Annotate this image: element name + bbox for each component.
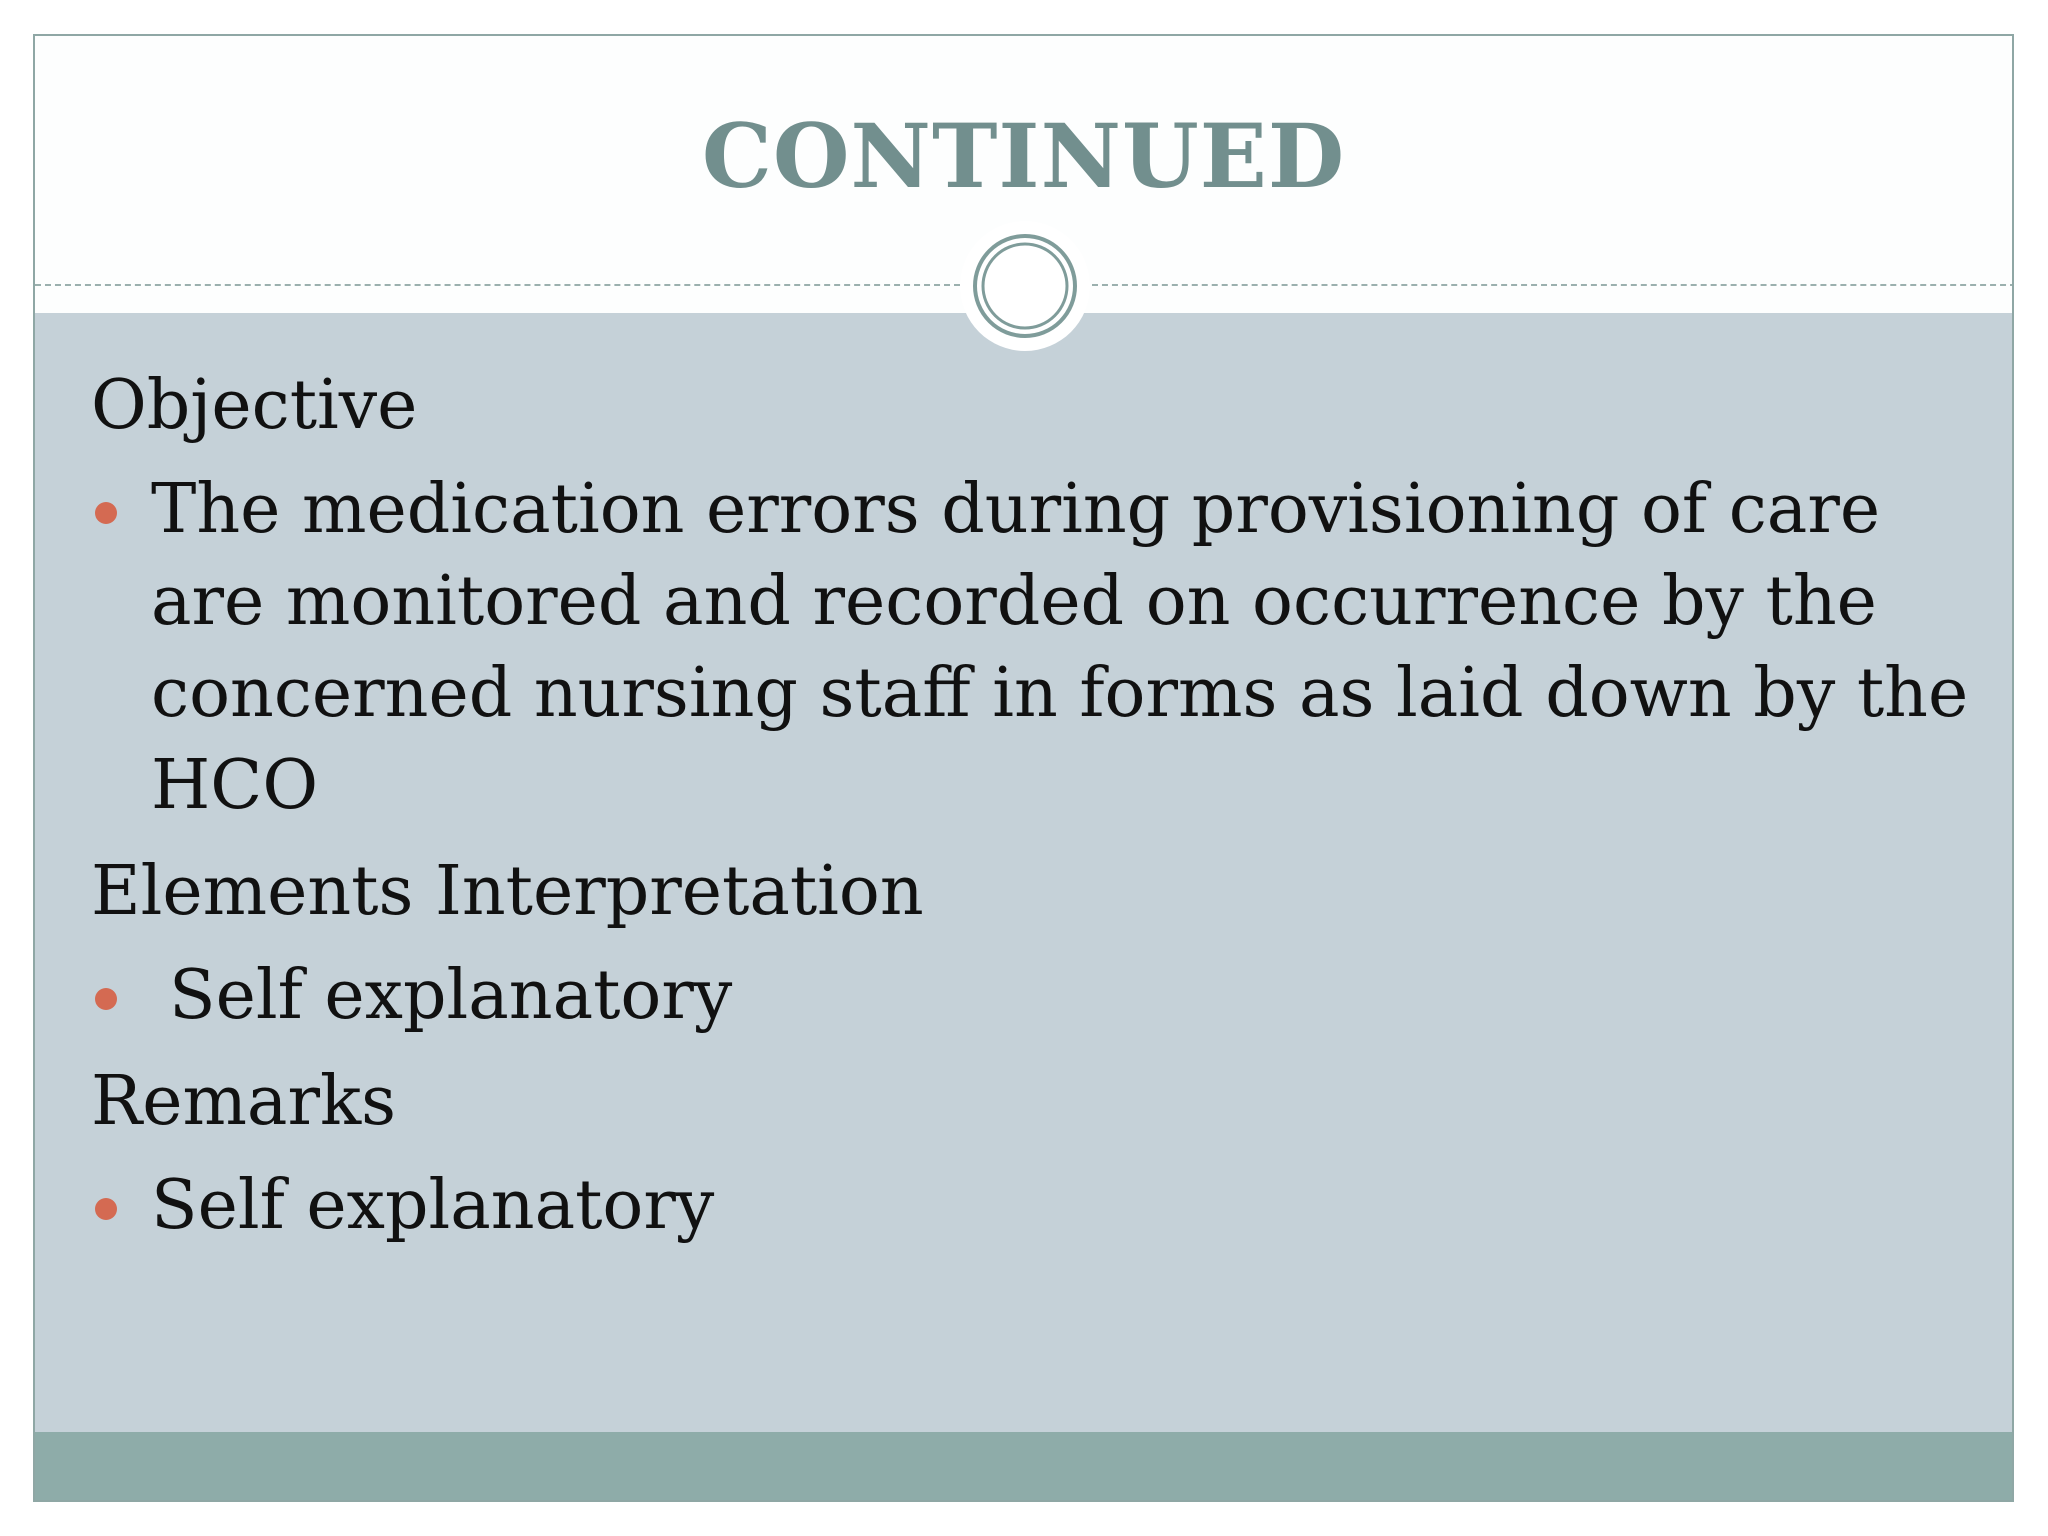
bullet-item-remarks — [91, 1160, 1971, 1252]
section-heading-objective: Objective — [91, 366, 418, 445]
bullet-text: Self explanatory — [169, 956, 733, 1035]
bullet-text: The medication errors during provisioning of care are monitored and recorded on occurrence by the concerned nursing staff in forms as laid down by the HCO — [151, 470, 1969, 825]
footer-band — [35, 1432, 2012, 1502]
slide-content — [91, 356, 1971, 1262]
section-heading-elements-interpretation: Elements Interpretation — [91, 852, 924, 931]
bullet-dot-icon — [95, 502, 117, 524]
bullet-dot-icon — [95, 988, 117, 1010]
header-divider-left — [35, 284, 960, 286]
bullet-dot-icon — [95, 1198, 117, 1220]
section-heading-remarks: Remarks — [91, 1062, 397, 1141]
header-divider-right — [1092, 284, 2014, 286]
bullet-text: Self explanatory — [151, 1166, 715, 1245]
bullet-item-objective — [91, 464, 1971, 832]
bullet-item-elements-interpretation — [91, 950, 1971, 1042]
slide — [33, 34, 2014, 1502]
double-ring-icon — [971, 232, 1079, 340]
slide-title: CONTINUED — [701, 104, 1346, 208]
